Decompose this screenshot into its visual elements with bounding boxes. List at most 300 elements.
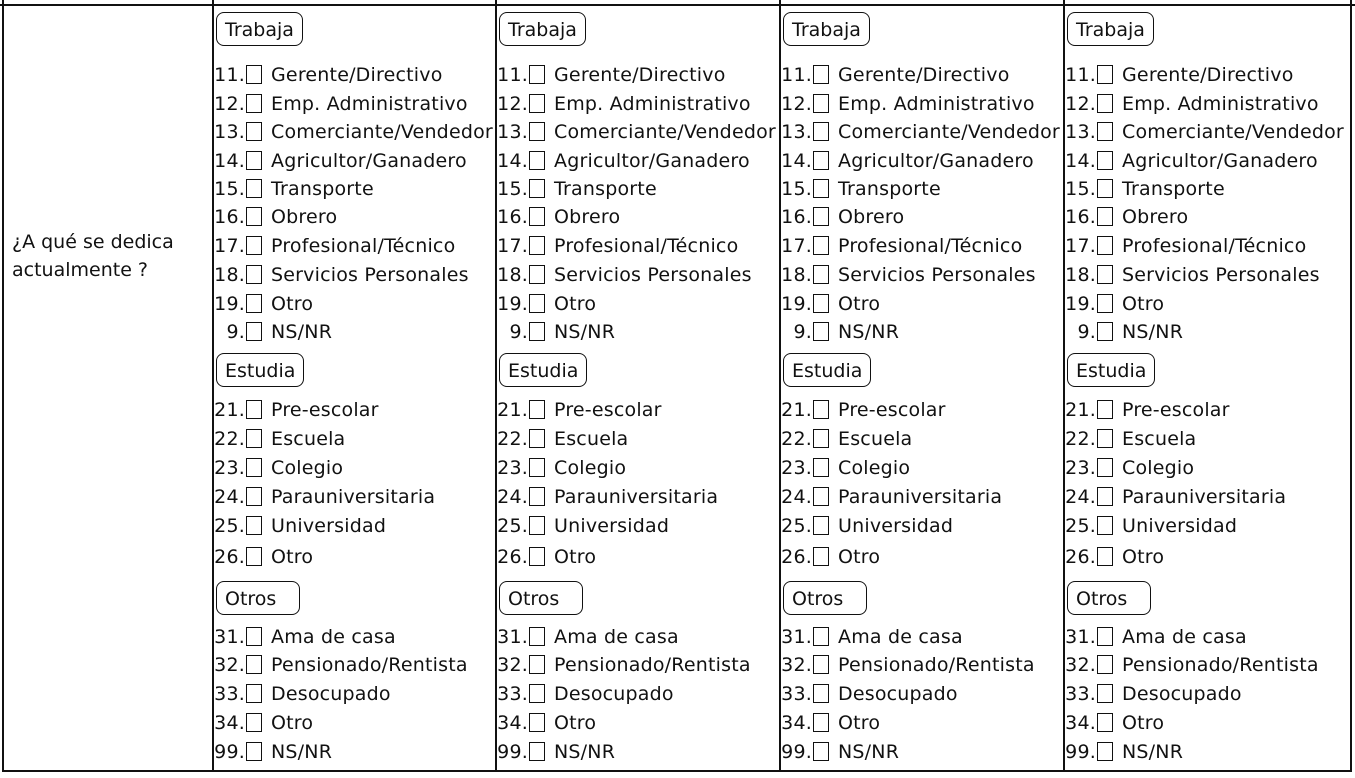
option-row[interactable] [214, 396, 379, 424]
checkbox[interactable] [529, 265, 545, 284]
checkbox[interactable] [246, 547, 262, 566]
checkbox[interactable] [246, 179, 262, 198]
option-row[interactable] [497, 543, 596, 571]
option-label: Profesional/Técnico [271, 235, 456, 257]
checkbox[interactable] [813, 684, 829, 703]
option-row[interactable] [214, 425, 345, 453]
option-label: Pensionado/Rentista [1122, 654, 1319, 676]
option-code: 18. [214, 264, 245, 286]
option-row[interactable] [214, 651, 468, 679]
option-row[interactable] [1065, 147, 1318, 175]
checkbox[interactable] [246, 487, 262, 506]
option-label: Transporte [554, 178, 657, 200]
checkbox[interactable] [813, 265, 829, 284]
checkbox[interactable] [813, 458, 829, 477]
checkbox[interactable] [529, 65, 545, 84]
checkbox[interactable] [529, 151, 545, 170]
option-label: Ama de casa [838, 626, 963, 648]
option-code: 16. [781, 206, 812, 228]
option-row[interactable] [497, 738, 615, 766]
checkbox[interactable] [529, 294, 545, 313]
checkbox[interactable] [246, 151, 262, 170]
option-row[interactable] [497, 483, 718, 511]
question-label: ¿A qué se dedica actualmente ? [12, 231, 174, 281]
section-header-estudia: Estudia [1067, 353, 1155, 387]
option-label: Parauniversitaria [1122, 486, 1287, 508]
option-code: 17. [497, 235, 528, 257]
option-row[interactable] [1065, 90, 1319, 118]
checkbox[interactable] [529, 458, 545, 477]
option-label: Servicios Personales [271, 264, 469, 286]
option-row[interactable] [214, 318, 332, 346]
option-row[interactable] [1065, 543, 1164, 571]
option-row[interactable] [497, 232, 738, 260]
option-row[interactable] [497, 175, 657, 203]
checkbox[interactable] [529, 236, 545, 255]
option-label: Parauniversitaria [838, 486, 1003, 508]
option-row[interactable] [781, 261, 1036, 289]
checkbox[interactable] [813, 236, 829, 255]
option-code: 22. [1065, 428, 1096, 450]
checkbox[interactable] [246, 429, 262, 448]
option-row[interactable] [214, 147, 467, 175]
option-label: Colegio [271, 457, 344, 479]
option-code: 13. [214, 121, 245, 143]
option-row[interactable] [214, 90, 468, 118]
checkbox[interactable] [246, 400, 262, 419]
option-row[interactable] [497, 90, 751, 118]
option-row[interactable] [214, 543, 313, 571]
option-label: Otro [838, 712, 881, 734]
option-label: Ama de casa [271, 626, 396, 648]
option-code: 23. [497, 457, 528, 479]
option-code: 33. [781, 683, 812, 705]
option-label: Pre-escolar [838, 399, 946, 421]
option-label: Parauniversitaria [554, 486, 719, 508]
option-label: Otro [554, 546, 597, 568]
option-row[interactable] [497, 118, 776, 146]
option-code: 11. [1065, 64, 1096, 86]
checkbox[interactable] [1097, 65, 1113, 84]
option-row[interactable] [1065, 61, 1294, 89]
option-code: 21. [1065, 399, 1096, 421]
option-label: Escuela [838, 428, 913, 450]
option-row[interactable] [781, 680, 958, 708]
option-row[interactable] [781, 318, 899, 346]
checkbox[interactable] [1097, 684, 1113, 703]
option-label: Universidad [1122, 515, 1238, 537]
checkbox[interactable] [813, 322, 829, 341]
checkbox[interactable] [529, 322, 545, 341]
checkbox[interactable] [813, 151, 829, 170]
checkbox[interactable] [529, 429, 545, 448]
option-code: 18. [497, 264, 528, 286]
option-label: Comerciante/Vendedor [271, 121, 493, 143]
option-label: Pensionado/Rentista [271, 654, 468, 676]
option-code: 34. [214, 712, 245, 734]
option-row[interactable] [214, 680, 391, 708]
checkbox[interactable] [529, 742, 545, 761]
option-label: NS/NR [838, 321, 900, 343]
checkbox[interactable] [813, 179, 829, 198]
option-code: 32. [214, 654, 245, 676]
option-row[interactable] [214, 454, 343, 482]
answer-column [214, 0, 496, 772]
option-code: 19. [214, 293, 245, 315]
option-code: 17. [781, 235, 812, 257]
option-row[interactable] [214, 175, 374, 203]
checkbox[interactable] [813, 94, 829, 113]
option-code: 9. [1077, 321, 1096, 343]
option-label: Universidad [271, 515, 387, 537]
checkbox[interactable] [529, 627, 545, 646]
option-row[interactable] [214, 118, 493, 146]
option-label: Agricultor/Ganadero [554, 150, 750, 172]
checkbox[interactable] [529, 122, 545, 141]
option-row[interactable] [1065, 318, 1183, 346]
option-row[interactable] [1065, 232, 1306, 260]
checkbox[interactable] [529, 516, 545, 535]
option-row[interactable] [781, 651, 1035, 679]
option-row[interactable] [781, 118, 1060, 146]
option-row[interactable] [497, 512, 669, 540]
option-label: Otro [838, 546, 881, 568]
checkbox[interactable] [246, 322, 262, 341]
option-label: Colegio [1122, 457, 1195, 479]
option-row[interactable] [1065, 425, 1196, 453]
checkbox[interactable] [1097, 742, 1113, 761]
checkbox[interactable] [246, 265, 262, 284]
option-row[interactable] [781, 396, 946, 424]
option-label: Agricultor/Ganadero [1122, 150, 1318, 172]
option-code: 17. [214, 235, 245, 257]
option-code: 19. [1065, 293, 1096, 315]
option-label: Parauniversitaria [271, 486, 436, 508]
option-row[interactable] [781, 290, 880, 318]
option-row[interactable] [1065, 261, 1320, 289]
option-row[interactable] [497, 709, 596, 737]
option-row[interactable] [214, 512, 386, 540]
option-row[interactable] [781, 90, 1035, 118]
checkbox[interactable] [246, 294, 262, 313]
checkbox[interactable] [529, 547, 545, 566]
option-row[interactable] [214, 203, 337, 231]
option-code: 31. [1065, 626, 1096, 648]
option-row[interactable] [781, 738, 899, 766]
option-code: 11. [497, 64, 528, 86]
checkbox[interactable] [813, 547, 829, 566]
answer-column [1065, 0, 1347, 772]
option-label: Transporte [1122, 178, 1225, 200]
option-row[interactable] [781, 147, 1034, 175]
option-row[interactable] [1065, 290, 1164, 318]
section-header-otros: Otros [216, 581, 300, 615]
checkbox[interactable] [1097, 713, 1113, 732]
checkbox[interactable] [1097, 516, 1113, 535]
option-code: 22. [214, 428, 245, 450]
checkbox[interactable] [813, 516, 829, 535]
section-header-trabaja: Trabaja [499, 12, 586, 46]
option-row[interactable] [1065, 483, 1286, 511]
checkbox[interactable] [813, 122, 829, 141]
checkbox[interactable] [246, 65, 262, 84]
option-row[interactable] [497, 318, 615, 346]
checkbox[interactable] [246, 236, 262, 255]
checkbox[interactable] [1097, 207, 1113, 226]
option-row[interactable] [781, 175, 941, 203]
option-label: Obrero [838, 206, 905, 228]
option-code: 34. [781, 712, 812, 734]
option-row[interactable] [497, 203, 620, 231]
option-row[interactable] [781, 425, 912, 453]
option-code: 17. [1065, 235, 1096, 257]
option-code: 99. [497, 741, 528, 763]
checkbox[interactable] [1097, 547, 1113, 566]
checkbox[interactable] [813, 655, 829, 674]
checkbox[interactable] [1097, 322, 1113, 341]
option-row[interactable] [214, 483, 435, 511]
option-code: 14. [214, 150, 245, 172]
checkbox[interactable] [1097, 151, 1113, 170]
checkbox[interactable] [529, 684, 545, 703]
option-label: NS/NR [554, 321, 616, 343]
section-header-trabaja: Trabaja [216, 12, 303, 46]
option-row[interactable] [497, 454, 626, 482]
option-code: 26. [214, 546, 245, 568]
option-row[interactable] [1065, 512, 1237, 540]
option-row[interactable] [1065, 623, 1247, 651]
option-code: 16. [1065, 206, 1096, 228]
option-label: Otro [1122, 712, 1165, 734]
option-label: Pensionado/Rentista [554, 654, 751, 676]
option-row[interactable] [1065, 175, 1225, 203]
option-label: Profesional/Técnico [1122, 235, 1307, 257]
checkbox[interactable] [1097, 400, 1113, 419]
option-label: Obrero [554, 206, 621, 228]
section-header-otros: Otros [499, 581, 583, 615]
checkbox[interactable] [1097, 122, 1113, 141]
checkbox[interactable] [813, 429, 829, 448]
section-header-otros: Otros [1067, 581, 1151, 615]
option-row[interactable] [497, 425, 628, 453]
option-label: Ama de casa [554, 626, 679, 648]
option-code: 22. [497, 428, 528, 450]
option-label: Otro [271, 712, 314, 734]
option-label: NS/NR [271, 321, 333, 343]
checkbox[interactable] [1097, 94, 1113, 113]
checkbox[interactable] [813, 713, 829, 732]
checkbox[interactable] [813, 294, 829, 313]
checkbox[interactable] [1097, 179, 1113, 198]
section-header-estudia: Estudia [216, 353, 304, 387]
checkbox[interactable] [529, 487, 545, 506]
option-row[interactable] [781, 454, 910, 482]
checkbox[interactable] [246, 742, 262, 761]
checkbox[interactable] [813, 742, 829, 761]
option-label: Desocupado [271, 683, 391, 705]
option-code: 99. [214, 741, 245, 763]
option-row[interactable] [214, 623, 396, 651]
checkbox[interactable] [246, 458, 262, 477]
option-label: Desocupado [554, 683, 674, 705]
section-header-otros: Otros [783, 581, 867, 615]
option-code: 12. [1065, 93, 1096, 115]
option-code: 31. [497, 626, 528, 648]
option-row[interactable] [781, 61, 1010, 89]
checkbox[interactable] [1097, 627, 1113, 646]
option-row[interactable] [781, 623, 963, 651]
checkbox[interactable] [1097, 487, 1113, 506]
checkbox[interactable] [529, 94, 545, 113]
checkbox[interactable] [1097, 458, 1113, 477]
option-label: Comerciante/Vendedor [838, 121, 1060, 143]
checkbox[interactable] [1097, 294, 1113, 313]
option-label: Emp. Administrativo [554, 93, 751, 115]
option-row[interactable] [781, 483, 1002, 511]
option-row[interactable] [1065, 454, 1194, 482]
checkbox[interactable] [246, 627, 262, 646]
option-code: 15. [1065, 178, 1096, 200]
option-code: 21. [214, 399, 245, 421]
option-label: Obrero [271, 206, 338, 228]
option-code: 21. [497, 399, 528, 421]
option-label: Servicios Personales [554, 264, 752, 286]
option-row[interactable] [1065, 651, 1319, 679]
option-label: NS/NR [1122, 321, 1184, 343]
option-code: 15. [781, 178, 812, 200]
option-label: Comerciante/Vendedor [1122, 121, 1344, 143]
option-row[interactable] [781, 232, 1022, 260]
option-label: Obrero [1122, 206, 1189, 228]
option-label: Escuela [271, 428, 346, 450]
option-label: Gerente/Directivo [838, 64, 1010, 86]
option-row[interactable] [1065, 118, 1344, 146]
option-label: Otro [554, 293, 597, 315]
option-label: Otro [271, 546, 314, 568]
option-label: Escuela [554, 428, 629, 450]
checkbox[interactable] [1097, 265, 1113, 284]
option-code: 32. [781, 654, 812, 676]
option-label: Servicios Personales [838, 264, 1036, 286]
checkbox[interactable] [1097, 236, 1113, 255]
option-code: 9. [509, 321, 528, 343]
option-code: 31. [781, 626, 812, 648]
checkbox[interactable] [529, 655, 545, 674]
option-code: 19. [781, 293, 812, 315]
checkbox[interactable] [1097, 429, 1113, 448]
option-code: 11. [781, 64, 812, 86]
option-label: Pre-escolar [554, 399, 662, 421]
checkbox[interactable] [246, 207, 262, 226]
option-code: 19. [497, 293, 528, 315]
option-code: 33. [1065, 683, 1096, 705]
option-label: NS/NR [838, 741, 900, 763]
option-row[interactable] [1065, 203, 1188, 231]
option-code: 14. [1065, 150, 1096, 172]
checkbox[interactable] [529, 713, 545, 732]
option-code: 26. [497, 546, 528, 568]
option-row[interactable] [214, 709, 313, 737]
option-code: 34. [497, 712, 528, 734]
option-code: 33. [214, 683, 245, 705]
checkbox[interactable] [813, 207, 829, 226]
option-row[interactable] [781, 543, 880, 571]
option-row[interactable] [1065, 738, 1183, 766]
option-row[interactable] [497, 623, 679, 651]
option-row[interactable] [214, 261, 469, 289]
option-row[interactable] [497, 396, 662, 424]
option-code: 16. [497, 206, 528, 228]
option-row[interactable] [1065, 396, 1230, 424]
option-label: Universidad [838, 515, 954, 537]
checkbox[interactable] [529, 179, 545, 198]
option-code: 16. [214, 206, 245, 228]
option-row[interactable] [781, 709, 880, 737]
checkbox[interactable] [246, 684, 262, 703]
option-code: 13. [1065, 121, 1096, 143]
option-code: 34. [1065, 712, 1096, 734]
option-row[interactable] [497, 290, 596, 318]
option-row[interactable] [1065, 709, 1164, 737]
option-row[interactable] [214, 61, 443, 89]
option-label: Profesional/Técnico [554, 235, 739, 257]
option-code: 18. [1065, 264, 1096, 286]
option-row[interactable] [497, 680, 674, 708]
option-row[interactable] [497, 61, 726, 89]
option-code: 23. [781, 457, 812, 479]
checkbox[interactable] [813, 65, 829, 84]
option-code: 14. [497, 150, 528, 172]
checkbox[interactable] [529, 207, 545, 226]
option-label: Otro [838, 293, 881, 315]
option-row[interactable] [214, 290, 313, 318]
checkbox[interactable] [246, 516, 262, 535]
option-code: 24. [214, 486, 245, 508]
checkbox[interactable] [813, 487, 829, 506]
checkbox[interactable] [1097, 655, 1113, 674]
checkbox[interactable] [529, 400, 545, 419]
option-code: 25. [497, 515, 528, 537]
option-code: 9. [226, 321, 245, 343]
option-code: 24. [497, 486, 528, 508]
checkbox[interactable] [246, 655, 262, 674]
checkbox[interactable] [813, 627, 829, 646]
option-row[interactable] [781, 512, 953, 540]
option-label: NS/NR [271, 741, 333, 763]
option-row[interactable] [1065, 680, 1242, 708]
option-code: 22. [781, 428, 812, 450]
option-label: Pensionado/Rentista [838, 654, 1035, 676]
option-row[interactable] [214, 232, 455, 260]
option-code: 26. [1065, 546, 1096, 568]
option-row[interactable] [781, 203, 904, 231]
option-label: Escuela [1122, 428, 1197, 450]
option-row[interactable] [497, 651, 751, 679]
option-label: Gerente/Directivo [554, 64, 726, 86]
checkbox[interactable] [246, 713, 262, 732]
option-label: NS/NR [554, 741, 616, 763]
checkbox[interactable] [246, 94, 262, 113]
checkbox[interactable] [813, 400, 829, 419]
option-row[interactable] [497, 261, 752, 289]
option-row[interactable] [497, 147, 750, 175]
option-label: NS/NR [1122, 741, 1184, 763]
option-label: Otro [271, 293, 314, 315]
checkbox[interactable] [246, 122, 262, 141]
option-code: 21. [781, 399, 812, 421]
option-label: Universidad [554, 515, 670, 537]
option-row[interactable] [214, 738, 332, 766]
